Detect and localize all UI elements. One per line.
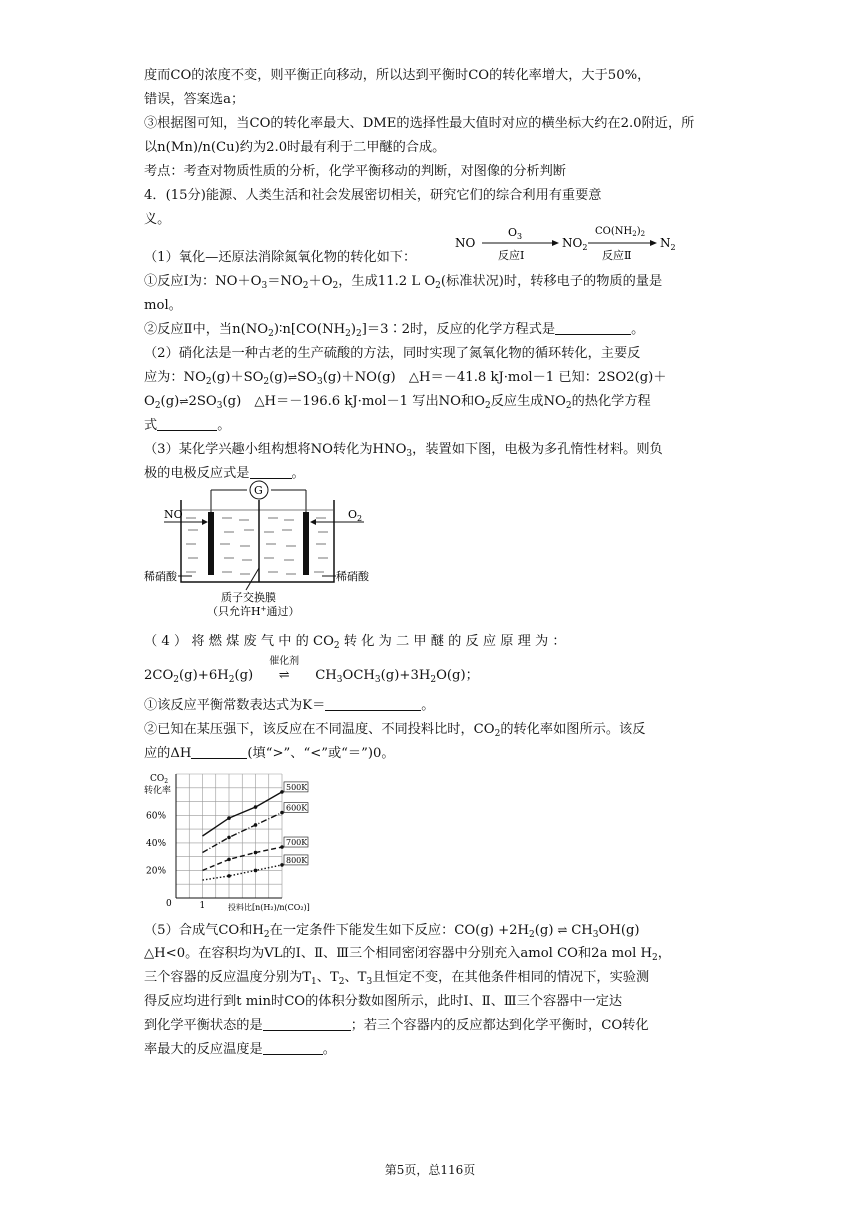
text-line: 应的ΔH (填“>”、“<”或“＝”)0。 xyxy=(144,746,395,761)
text-line: ②已知在某压强下，该反应在不同温度、不同投料比时，$CO_2$的转化率如图所示。该反 xyxy=(144,722,646,739)
chart-point xyxy=(227,816,231,820)
text-line: ③根据图可知，当CO的转化率最大、DME的选择性最大值时对应的横坐标大约在2.0附近，所 xyxy=(144,116,695,131)
svg-text:（只允许H+通过）: （只允许H+通过） xyxy=(207,605,300,618)
chart-point xyxy=(227,858,231,862)
svg-text:CO(NH2)2: $CO(NH_2)_2$ xyxy=(595,226,646,238)
chart-xlabel: 投料比[n(H₂)/n(CO₂)] xyxy=(228,903,310,912)
text-line: （3）某化学兴趣小组构想将NO转化为$HNO_3$，装置如下图，电极为多孔惰性材料。则负 xyxy=(144,442,663,459)
text-line: （5）合成气CO和$H_2$在一定条件下能发生如下反应：$CO(g) +2H_2(g)$ ⇌ $CH_3OH(g)$ xyxy=(144,923,640,940)
text-line: 得反应均进行到t min时CO的体积分数如图所示，此时Ⅰ、Ⅱ、Ⅲ三个容器中一定达 xyxy=(144,994,623,1009)
chart-series-label: 600K xyxy=(286,803,308,813)
text-line: （2）硝化法是一种古老的生产硫酸的方法，同时实现了氮氧化物的循环转化，主要反 xyxy=(144,346,641,361)
text-line: 义。 xyxy=(144,212,171,227)
answer-blank[interactable] xyxy=(263,1040,323,1055)
reaction-scheme xyxy=(452,222,676,264)
text-line: 到化学平衡状态的是 ；若三个容器内的反应都达到化学平衡时，CO转化 xyxy=(144,1018,649,1033)
question-heading: 4．(15分)能源、人类生活和社会发展密切相关，研究它们的综合利用有重要意 xyxy=(144,188,602,203)
text-line: 率最大的反应温度是 。 xyxy=(144,1042,336,1057)
text-line: （ 4 ） 将 燃 煤 废 气 中 的 $CO_2$ 转 化 为 二 甲 醚 的 反 应 原 理 为 ： xyxy=(144,634,566,651)
text-line: 度而CO的浓度不变，则平衡正向移动，所以达到平衡时CO的转化率增大，大于50%， xyxy=(144,68,651,83)
chart-point xyxy=(254,805,258,809)
chart-y-tick-label: 20% xyxy=(146,866,167,877)
svg-text:O3: $O_3$ xyxy=(508,226,523,241)
text-line: $O_2(g)\rightleftharpoons 2SO_3(g)$ △H＝－196.6 kJ·mol－1 写出NO和$O_2$反应生成$NO_2$的热化学方程 xyxy=(144,394,651,411)
text-line: 错误，答案选a； xyxy=(144,92,245,107)
equilibrium-arrow-icon: ⇌ xyxy=(179,395,189,408)
text-line: 极的电极反应式是 。 xyxy=(144,466,305,481)
chart-y-tick-label: 60% xyxy=(146,811,167,822)
text-line: 考点：考查对物质性质的分析，化学平衡移动的判断，对图像的分析判断 xyxy=(144,164,566,179)
text-line: 应为：$NO_2(g)+SO_2(g)\rightleftharpoons SO_3(g)+NO(g)$ △H＝－41.8 kJ·mol－1 已知：2SO2(g)＋ xyxy=(144,370,667,387)
svg-text:N2: $N_2$ xyxy=(660,236,676,252)
answer-blank[interactable] xyxy=(157,416,217,431)
chart-ylabel: $CO_2$ xyxy=(150,774,169,785)
text-line: ②反应Ⅱ中，当$n(NO_2)∶n[CO(NH_2)_2]=3∶2$时，反应的化学方程式是 。 xyxy=(144,322,645,339)
text-line: mol。 xyxy=(144,298,182,313)
chart-y-tick-label: 40% xyxy=(146,838,167,849)
question-1: （1）氧化—还原法消除氮氧化物的转化如下： xyxy=(144,250,417,265)
catalyst-arrow: 催化剂 ⇌ xyxy=(269,656,300,683)
answer-blank[interactable] xyxy=(325,696,421,711)
svg-text:稀硝酸: 稀硝酸 xyxy=(144,570,177,583)
electrolysis-apparatus xyxy=(144,480,384,620)
svg-text:反应Ⅱ: 反应Ⅱ xyxy=(602,249,632,262)
text-line: △H<0。在容积均为VL的Ⅰ、Ⅱ、Ⅲ三个相同密闭容器中分别充入amol CO和2a mol $H_2$， xyxy=(144,946,671,963)
chart-point xyxy=(254,851,258,855)
equilibrium-arrow-icon: ⇌ xyxy=(553,923,572,937)
answer-blank[interactable] xyxy=(555,320,631,335)
chart-series-label: 800K xyxy=(286,855,308,865)
chart-series-label: 700K xyxy=(286,838,308,848)
text-line: 三个容器的反应温度分别为$T_1$、$T_2$、$T_3$且恒定不变，在其他条件相同的情况下，实验测 xyxy=(144,970,650,987)
page-footer: 第5页，总116页 xyxy=(384,1163,476,1177)
answer-blank[interactable] xyxy=(263,1016,351,1031)
chart-point xyxy=(227,874,231,878)
chart-point xyxy=(280,845,284,849)
text-line: ①反应Ⅰ为：$NO+O_3=NO_2+O_2$，生成11.2 L $O_2$(标准状况)时，转移电子的物质的量是 xyxy=(144,274,663,291)
svg-text:反应Ⅰ: 反应Ⅰ xyxy=(498,249,525,262)
answer-blank[interactable] xyxy=(191,744,247,759)
svg-text:质子交换膜: 质子交换膜 xyxy=(221,591,276,604)
svg-text:稀硝酸: 稀硝酸 xyxy=(336,570,369,583)
text-line: ①该反应平衡常数表达式为K＝ 。 xyxy=(144,698,435,713)
chart-point xyxy=(254,823,258,827)
chart-origin-label: 0 xyxy=(166,899,172,909)
text-line: 以n(Mn)/n(Cu)约为2.0时最有利于二甲醚的合成。 xyxy=(144,140,446,155)
text-line: $2CO_2(g)+6H_2(g)$ 催化剂 ⇌ $CH_3OCH_3(g)+3H_2O(g)$； xyxy=(144,664,718,688)
svg-text:G: G xyxy=(254,484,263,497)
svg-text:O2: $O_2$ xyxy=(348,508,363,523)
answer-blank[interactable] xyxy=(250,464,292,479)
chart-point xyxy=(280,863,284,867)
chart-x-tick-label: 1 xyxy=(199,901,206,911)
scheme-no: NO xyxy=(455,236,476,250)
chart-point xyxy=(280,811,284,815)
equilibrium-arrow-icon: ⇌ xyxy=(287,371,298,384)
chart-point xyxy=(227,836,231,840)
conversion-chart xyxy=(144,768,344,918)
chart-point xyxy=(254,869,258,873)
svg-text:NO2: $NO_2$ xyxy=(562,236,588,252)
chart-series-label: 500K xyxy=(286,782,308,792)
svg-text:NO: NO xyxy=(164,508,183,521)
text-line: 式 。 xyxy=(144,418,231,433)
chart-point xyxy=(280,790,284,794)
chart-ylabel-2: 转化率 xyxy=(144,786,172,796)
